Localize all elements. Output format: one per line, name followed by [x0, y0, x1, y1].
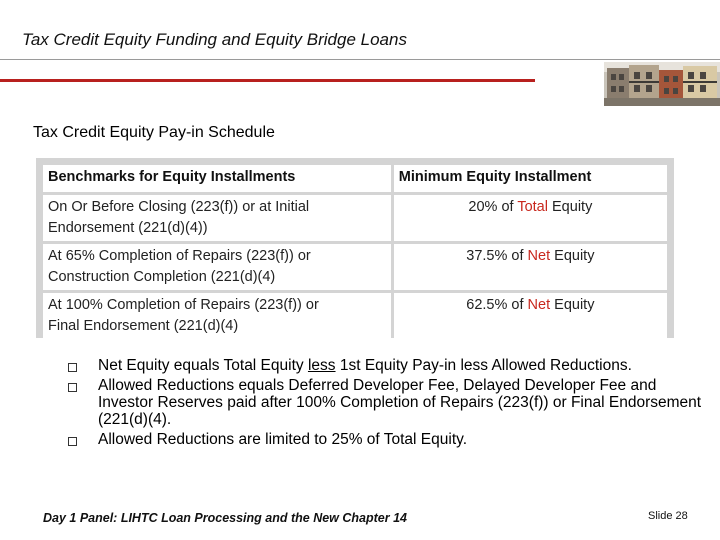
section-subtitle: Tax Credit Equity Pay-in Schedule	[33, 124, 275, 141]
slide-title: Tax Credit Equity Funding and Equity Bridge Loans	[22, 30, 407, 49]
header-minimum-installment: Minimum Equity Installment	[394, 165, 667, 192]
equity-keyword: Net	[527, 248, 551, 264]
equity-keyword: Net	[527, 297, 551, 313]
checkbox-bullet-icon	[68, 363, 77, 372]
benchmark-line: On Or Before Closing (223(f)) or at Initial	[48, 199, 310, 215]
benchmark-line: Endorsement (221(d)(4))	[48, 220, 208, 236]
checkbox-bullet-icon	[68, 383, 77, 392]
list-item	[64, 357, 704, 374]
benchmark-line: At 100% Completion of Repairs (223(f)) or	[48, 297, 319, 313]
benchmark-line: Final Endorsement (221(d)(4)	[48, 318, 239, 334]
benchmark-cell	[43, 244, 391, 290]
footer-caption: Day 1 Panel: LIHTC Loan Processing and the New Chapter 14	[43, 511, 407, 525]
checkbox-bullet-icon	[68, 437, 77, 446]
accent-rule	[0, 79, 535, 82]
installment-cell: 20% of Total Equity	[394, 195, 667, 241]
installment-cell: 62.5% of Net Equity	[394, 293, 667, 339]
benchmark-cell	[43, 195, 391, 241]
bullet-text: Net Equity equals Total Equity less 1st Equity Pay-in less Allowed Reductions.	[98, 357, 632, 374]
apartment-building-photo	[604, 62, 720, 106]
table-row	[43, 195, 667, 241]
table-row	[43, 244, 667, 290]
bullet-text: Allowed Reductions equals Deferred Developer Fee, Delayed Developer Fee and Investor Reserves paid after 100% Completion of Repairs (223(f)) or Final Endorsement (221(d)(4).	[98, 377, 702, 428]
pay-in-schedule-table	[36, 158, 674, 338]
table-row	[43, 293, 667, 339]
equity-keyword: Total	[517, 199, 548, 215]
installment-cell: 37.5% of Net Equity	[394, 244, 667, 290]
bullet-list	[64, 357, 704, 451]
header-benchmarks: Benchmarks for Equity Installments	[43, 165, 391, 192]
benchmark-line: At 65% Completion of Repairs (223(f)) or	[48, 248, 311, 264]
bullet-text: Allowed Reductions are limited to 25% of Total Equity.	[98, 431, 468, 448]
header-divider	[0, 59, 720, 60]
benchmark-line: Construction Completion (221(d)(4)	[48, 269, 276, 285]
slide-number: Slide 28	[648, 510, 688, 522]
list-item	[64, 377, 704, 428]
list-item	[64, 431, 704, 448]
benchmark-cell	[43, 293, 391, 339]
